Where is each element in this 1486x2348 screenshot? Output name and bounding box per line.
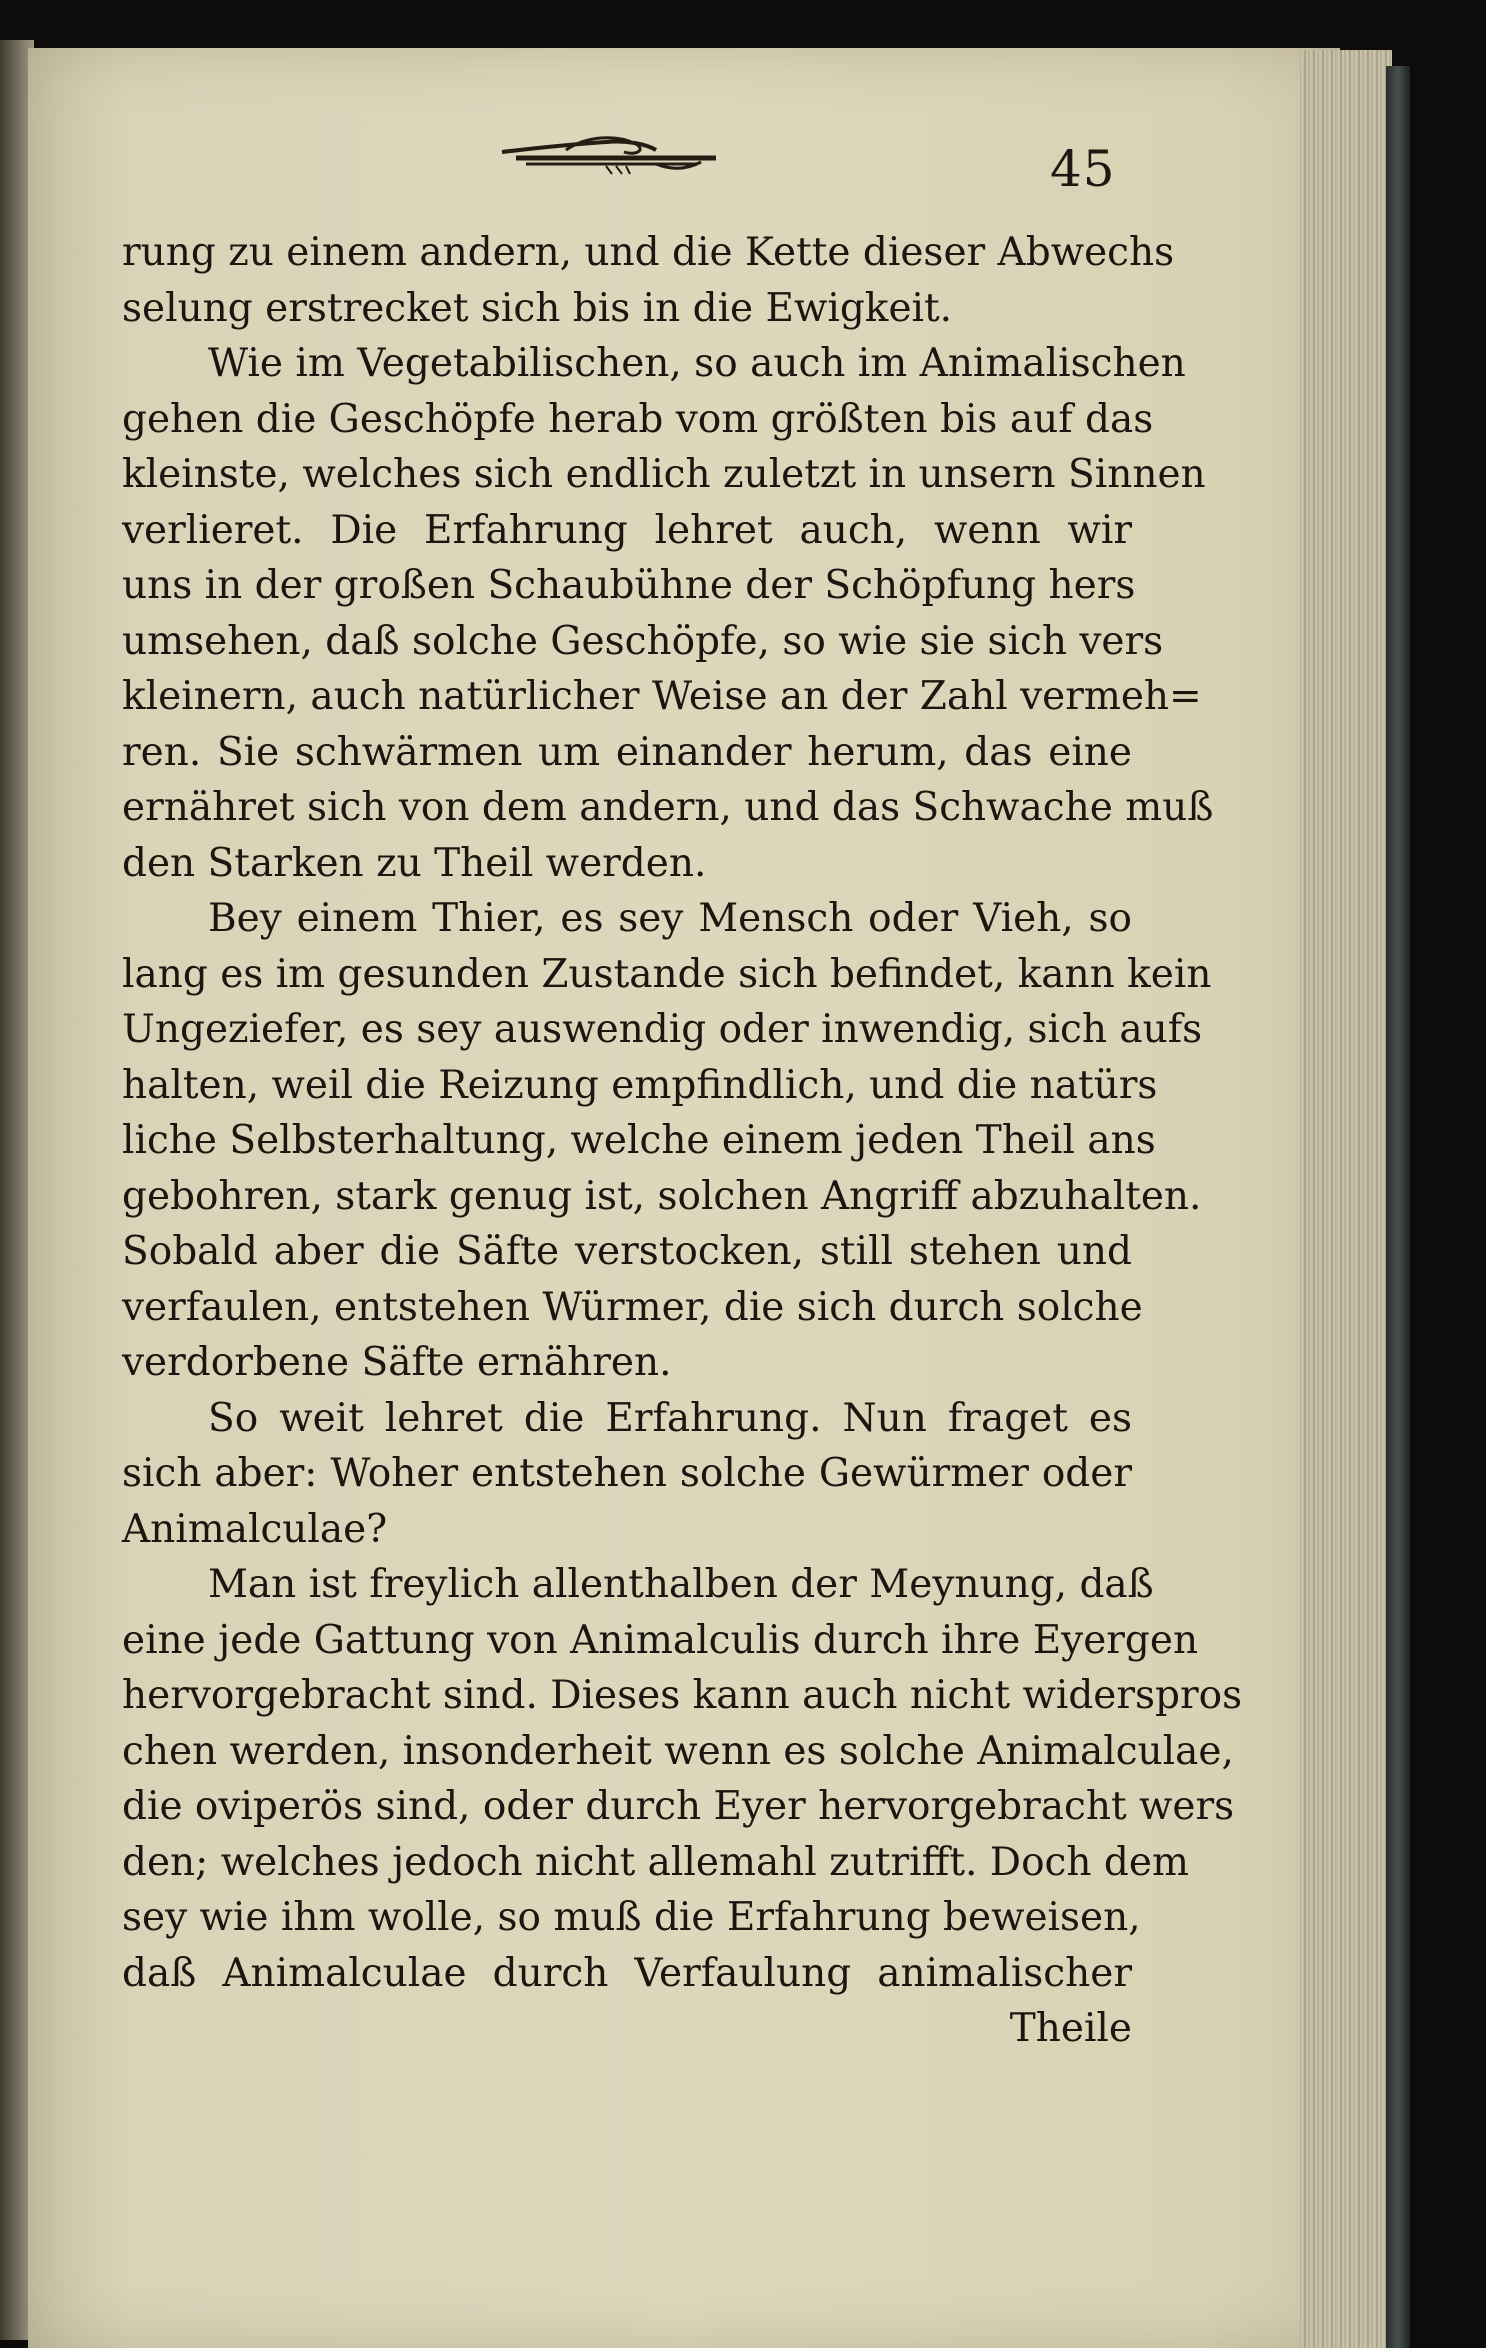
text-line: eine jede Gattung von Animalculis durch ihre Eyergen — [122, 1617, 1199, 1663]
text-line: ren. Sie schwärmen um einander herum, das eine — [122, 729, 1132, 775]
text-line: die oviperös sind, oder durch Eyer hervorgebracht wers — [122, 1784, 1235, 1829]
text-line: selung erstrecket sich bis in die Ewigkeit. — [122, 285, 953, 331]
text-line: Man ist freylich allenthalben der Meynung, daß — [208, 1562, 1154, 1607]
header-ornament — [496, 130, 726, 176]
text-line: sey wie ihm wolle, so muß die Erfahrung beweisen, — [122, 1895, 1141, 1940]
text-line: Bey einem Thier, es sey Mensch oder Vieh, so — [208, 896, 1132, 941]
text-line: den; welches jedoch nicht allemahl zutrifft. Doch dem — [122, 1839, 1189, 1885]
text-line: Animalculae? — [122, 1506, 388, 1552]
body-text — [122, 225, 1243, 2057]
text-line: So weit lehret die Erfahrung. Nun fraget es — [208, 1395, 1132, 1441]
text-line: rung zu einem andern, und die Kette dieser Abwechs — [122, 230, 1175, 275]
text-line: verdorbene Säfte ernähren. — [122, 1340, 672, 1385]
text-line: Wie im Vegetabilischen, so auch im Animalischen — [208, 341, 1186, 386]
text-line: Ungeziefer, es sey auswendig oder inwendig, sich aufs — [122, 1007, 1203, 1052]
text-line: hervorgebracht sind. Dieses kann auch nicht widerspros — [122, 1673, 1243, 1718]
text-line: ernähret sich von dem andern, und das Schwache muß — [122, 785, 1214, 830]
catchword: Theile — [1009, 2006, 1132, 2051]
text-line: gebohren, stark genug ist, solchen Angriff abzuhalten. — [122, 1173, 1202, 1219]
text-line: chen werden, insonderheit wenn es solche Animalculae, — [122, 1728, 1234, 1774]
text-line: Sobald aber die Säfte verstocken, still stehen und — [122, 1229, 1132, 1274]
text-line: umsehen, daß solche Geschöpfe, so wie sie sich vers — [122, 618, 1164, 664]
text-line: liche Selbsterhaltung, welche einem jeden Theil ans — [122, 1118, 1156, 1163]
text-line: daß Animalculae durch Verfaulung animalischer — [122, 1950, 1132, 1996]
page-stack-edge — [1300, 50, 1392, 2348]
page-number: 45 — [1050, 140, 1116, 198]
text-line: verfaulen, entstehen Würmer, die sich durch solche — [122, 1284, 1143, 1330]
text-line: kleinern, auch natürlicher Weise an der Zahl vermeh= — [122, 674, 1202, 719]
text-line: lang es im gesunden Zustande sich befindet, kann kein — [122, 951, 1212, 997]
text-line: den Starken zu Theil werden. — [122, 840, 707, 886]
text-line: sich aber: Woher entstehen solche Gewürmer oder — [122, 1451, 1132, 1496]
text-line: uns in der großen Schaubühne der Schöpfung hers — [122, 563, 1136, 608]
book-cover-edge — [1386, 66, 1410, 2348]
text-line: halten, weil die Reizung empfindlich, und die natürs — [122, 1062, 1158, 1108]
text-line: kleinste, welches sich endlich zuletzt in unsern Sinnen — [122, 452, 1206, 497]
text-line: gehen die Geschöpfe herab vom größten bis auf das — [122, 396, 1154, 442]
text-line: verlieret. Die Erfahrung lehret auch, wenn wir — [122, 507, 1132, 553]
